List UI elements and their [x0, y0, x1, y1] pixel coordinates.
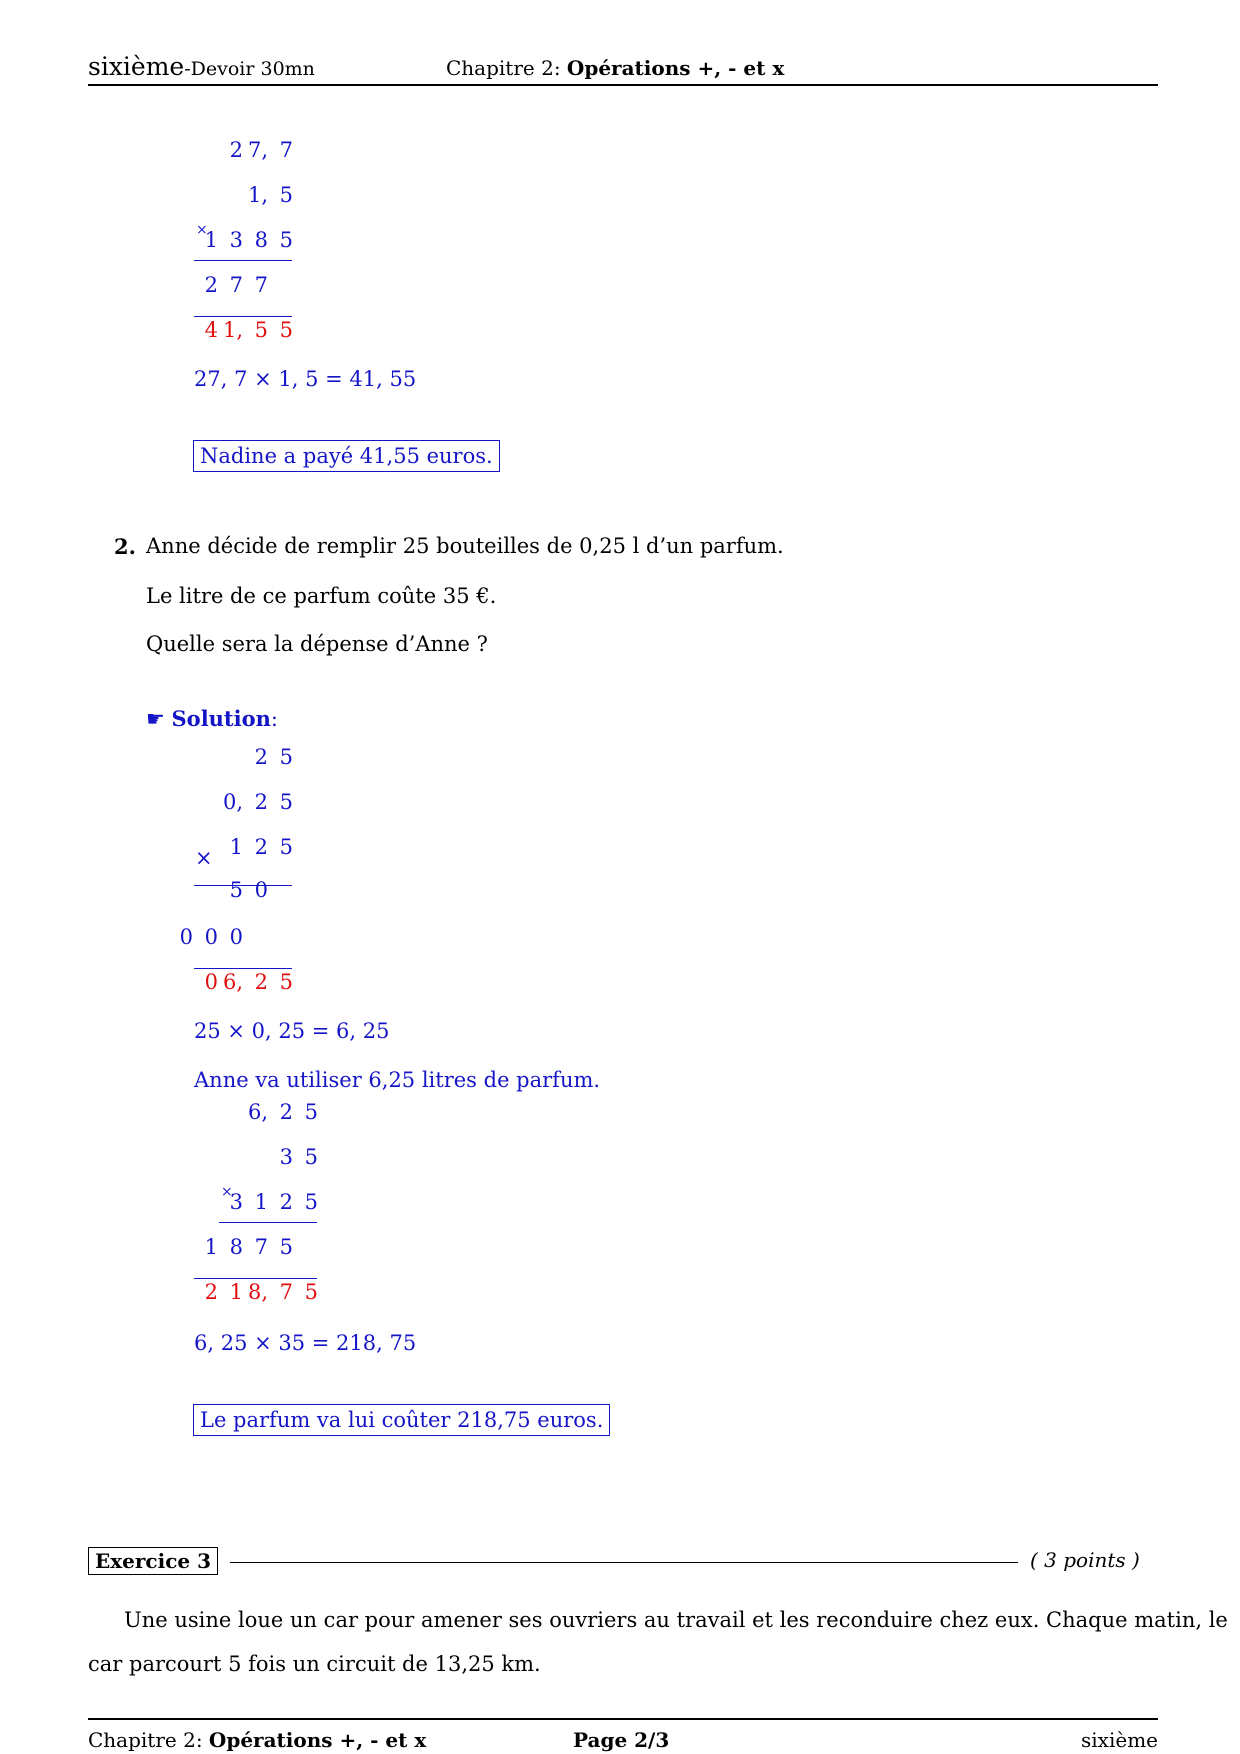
calc1-row1: 2 7, 7	[229, 138, 293, 162]
header-left	[88, 52, 315, 81]
header-chapter-prefix: Chapitre 2:	[446, 56, 561, 80]
calc2-row2: 0, 2 5	[222, 790, 293, 814]
calc2-result: 0 6, 2 5	[204, 970, 293, 994]
header-level: sixième	[88, 52, 185, 81]
footer-page-number: Page 2/3	[573, 1728, 670, 1752]
exercise3-title: Exercice 3	[88, 1547, 218, 1575]
calc2-line2	[194, 968, 292, 969]
header-chapter-title: Opérations +, - et x	[566, 56, 785, 80]
exercise3-rule	[230, 1562, 1018, 1563]
calc3-row2: 3 5	[279, 1145, 318, 1169]
calc2-note: Anne va utiliser 6,25 litres de parfum.	[194, 1068, 601, 1092]
calc3-row4: 1 8 7 5	[204, 1235, 293, 1259]
calc3-equation: 6, 25 × 35 = 218, 75	[194, 1331, 417, 1355]
calc3-answer-box: Le parfum va lui coûter 218,75 euros.	[193, 1404, 610, 1436]
footer-chapter-prefix: Chapitre 2:	[88, 1728, 203, 1752]
exercise3-text-line2: car parcourt 5 fois un circuit de 13,25 km.	[88, 1652, 541, 1676]
exercise3-text-line1: Une usine loue un car pour amener ses ouvriers au travail et les reconduire chez eux. Chaque matin, le	[124, 1608, 1228, 1632]
solution-label: Solution	[171, 706, 271, 731]
calc2-row4: 5 0	[229, 878, 268, 902]
footer-rule	[88, 1718, 1158, 1720]
calc3-line1	[219, 1222, 317, 1223]
question2-line1: Anne décide de remplir 25 bouteilles de 0,25 l d’un parfum.	[146, 534, 784, 558]
calc1-row2: 1, 5	[247, 183, 293, 207]
calc3-row1: 6, 2 5	[247, 1100, 318, 1124]
calc1-row4: 2 7 7	[204, 273, 268, 297]
calc2-row1: 2 5	[254, 745, 293, 769]
calc3-carry-mark: ×	[221, 1184, 233, 1200]
calc1-line2	[194, 316, 292, 317]
exercise3-points: ( 3 points )	[1030, 1548, 1140, 1572]
calc2-equation: 25 × 0, 25 = 6, 25	[194, 1019, 390, 1043]
header-devoir: -Devoir 30mn	[184, 58, 315, 80]
calc1-equation: 27, 7 × 1, 5 = 41, 55	[194, 367, 417, 391]
footer-level: sixième	[1081, 1728, 1158, 1752]
header-rule	[88, 84, 1158, 86]
calc1-answer-box: Nadine a payé 41,55 euros.	[193, 440, 500, 472]
question2-line2: Le litre de ce parfum coûte 35 €.	[146, 584, 497, 608]
calc3-row3: 3 1 2 5	[229, 1190, 318, 1214]
calc2-row5: 0 0 0	[179, 925, 243, 949]
pointing-hand-icon: ☛	[146, 707, 165, 731]
calc1-result: 4 1, 5 5	[204, 318, 293, 342]
question2-number: 2.	[114, 534, 136, 559]
footer-chapter	[88, 1728, 426, 1752]
calc3-result: 2 1 8, 7 5	[204, 1280, 318, 1304]
footer-chapter-title: Opérations +, - et x	[208, 1728, 427, 1752]
calc2-times-sign: ×	[195, 846, 213, 870]
solution-heading: ☛ Solution:	[146, 706, 278, 731]
calc1-carry-mark: ×	[196, 222, 208, 238]
calc1-line1	[194, 260, 292, 261]
calc1-row3: 1 3 8 5	[204, 228, 293, 252]
question2-line3: Quelle sera la dépense d’Anne ?	[146, 632, 488, 656]
calc3-line2	[194, 1278, 317, 1279]
header-chapter	[446, 56, 784, 80]
calc2-row3: 1 2 5	[229, 835, 293, 859]
